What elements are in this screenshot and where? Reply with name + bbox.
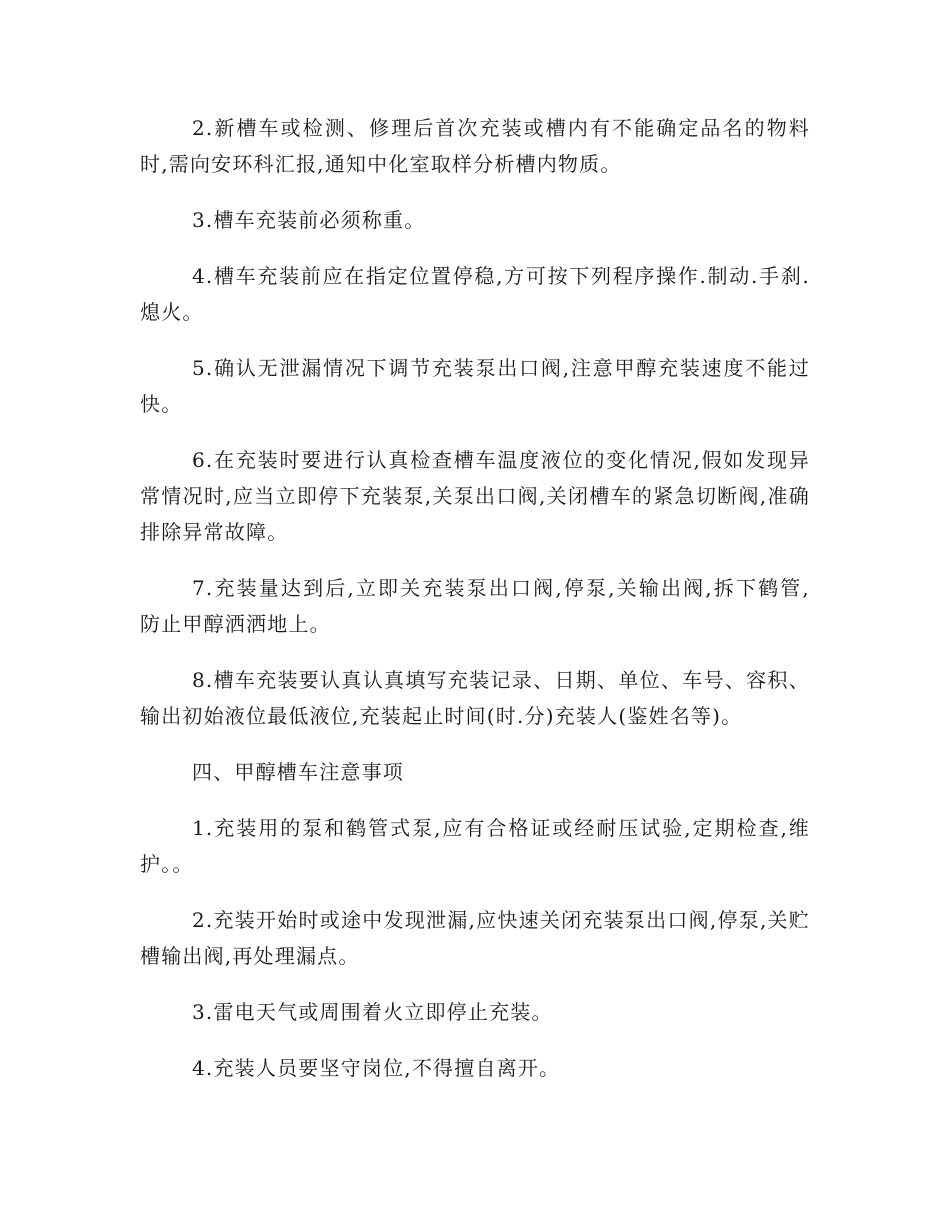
paragraph-item-4: 4.槽车充装前应在指定位置停稳,方可按下列程序操作.制动.手刹.熄火。 [140, 264, 810, 324]
paragraph-note-4: 4.充装人员要坚守岗位,不得擅自离开。 [192, 1056, 561, 1080]
paragraph-item-8: 8.槽车充装要认真认真填写充装记录、日期、单位、车号、容积、输出初始液位最低液位,充装起止时间(时.分)充装人(鉴姓名等)。 [140, 668, 810, 728]
paragraph-item-7: 7.充装量达到后,立即关充装泵出口阀,停泵,关输出阀,拆下鹤管, 防止甲醇洒洒地上。 [140, 576, 810, 636]
paragraph-note-2: 2.充装开始时或途中发现泄漏,应快速关闭充装泵出口阀,停泵,关贮槽输出阀,再处理漏点。 [140, 908, 810, 968]
section-heading: 四、甲醇槽车注意事项 [192, 760, 404, 784]
paragraph-item-2: 2.新槽车或检测、修理后首次充装或槽内有不能确定品名的物料时,需向安环科汇报,通知中化室取样分析槽内物质。 [140, 116, 810, 176]
paragraph-item-5: 5.确认无泄漏情况下调节充装泵出口阀,注意甲醇充装速度不能过快。 [140, 356, 810, 416]
paragraph-note-1: 1.充装用的泵和鹤管式泵,应有合格证或经耐压试验,定期检查,维护。。 [140, 816, 810, 876]
paragraph-item-6: 6.在充装时要进行认真检查槽车温度液位的变化情况,假如发现异常情况时,应当立即停下充装泵,关泵出口阀,关闭槽车的紧急切断阀,准确排除异常故障。 [140, 448, 810, 544]
paragraph-note-3: 3.雷电天气或周围着火立即停止充装。 [192, 1000, 553, 1024]
paragraph-item-3: 3.槽车充装前必须称重。 [192, 208, 426, 232]
